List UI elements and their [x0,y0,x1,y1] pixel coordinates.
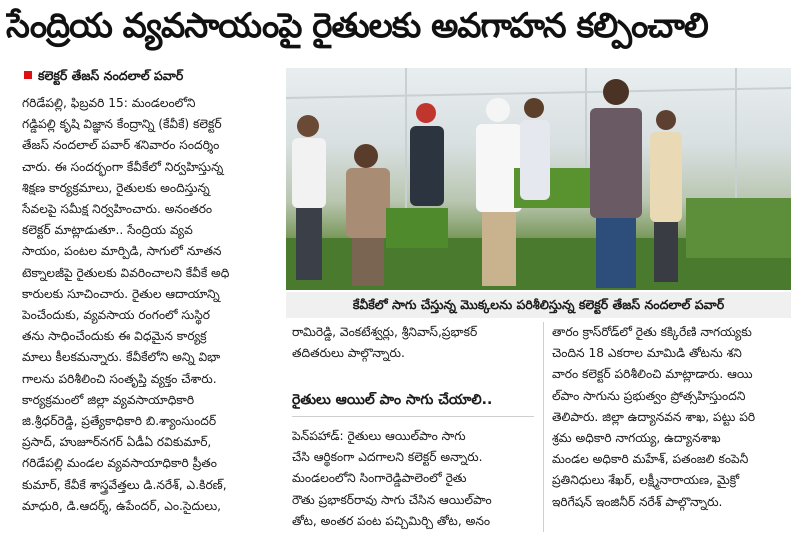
subheadline-divider [292,416,534,417]
article-line: ప్రతినిధులు శేఖర్, లక్ష్మీనారాయణ, మైక్రో [552,473,740,488]
column-divider [543,322,544,532]
article-line: తెలిపారు. జిల్లా ఉద్యానవన శాఖ, పట్టు పరి [552,409,756,424]
bullet-icon [24,71,32,79]
article-column-3 [552,322,792,513]
article-line: మాధురి, డి.ఆదర్శ్, ఉపేందర్, ఎం.సైదులు, [22,498,222,513]
photo-illustration [286,68,791,290]
headline: సేంద్రియ వ్యవసాయంపై రైతులకు అవగాహన కల్పించాలి [6,6,708,46]
article-line: తేజస్ నందలాల్ పవార్ శనివారం సందర్శిం [22,138,220,153]
article-line: టెక్నాలజీపై రైతులకు వివరించాలని కేవీకే అధి [22,265,230,280]
article-line: కుమార్, కేవీకే శాస్త్రవేత్తలు డి.నరేశ్, ఎ.కిరణ్, [22,477,227,492]
byline-text: కలెక్టర్ తేజస్ నందలాల్ పవార్ [38,68,184,83]
article-column-2-bottom [292,426,534,532]
subheadline: రైతులు ఆయిల్ పాం సాగు చేయాలి.. [292,392,493,408]
article-line: తోట, అంతర పంట పచ్చిమిర్చి తోట, అనం [292,513,491,528]
article-line: గడ్డిపల్లి కృషి విజ్ఞాన కేంద్రాన్ని (కేవీకే) కలెక్టర్ [22,117,222,132]
article-line: పెన్‌పహాడ్: రైతులు ఆయిల్‌పాం సాగు [292,429,466,443]
news-photo [286,68,791,290]
article-line: మండల అధికారి మహేశ్, పతంజలి కంపెనీ [552,452,749,467]
article-line: రౌతు ప్రభాకర్‌రావు సాగు చేసిన ఆయిల్‌పాం [292,492,492,507]
article-line: చేసి ఆర్థికంగా ఎదగాలని కలెక్టర్ అన్నారు. [292,450,483,465]
article-line: మాలు కీలకమన్నారు. కేవీకేలోని అన్ని విభా [22,350,221,365]
byline [24,68,183,87]
article-line: తను సాధించేందుకు ఈ విధమైన కార్యక్ర [22,329,207,344]
article-column-1 [22,93,280,517]
article-line: శిక్షణ కార్యక్రమాలు, రైతులకు అందిస్తున్న [22,180,210,195]
article-line: ఇరిగేషన్ ఇంజినీర్ నరేశ్ పాల్గొన్నారు. [552,494,723,509]
article-line: సాయం, పంటల మార్పిడి, సాగులో నూతన [22,244,222,259]
article-line: శ్రమ అధికారి నాగయ్య, ఉద్యానశాఖ [552,431,721,446]
article-line: గరిడేపల్లి మండల వ్యవసాయాధికారి ప్రీతం [22,456,217,471]
article-line: జి.శ్రీధర్‌రెడ్డి, ప్రత్యేకాధికారి బి.శ్యాంసుందర్ [22,414,217,429]
article-line: తదితరులు పాల్గొన్నారు. [292,346,405,361]
article-line: కారులకు సూచించారు. రైతుల ఆదాయాన్ని [22,286,220,301]
photo-caption: కేవీకేలో సాగు చేస్తున్న మొక్కలను పరిశీలిస్తున్న కలెక్టర్ తేజస్ నందలాల్ పవార్ [286,292,791,318]
article-line: రామిరెడ్డి, వెంకటేశ్వర్లు, శ్రీనివాస్,ప్రభాకర్ [292,325,478,339]
article-line: చెందిన 18 ఎకరాల మామిడి తోటను శని [552,346,742,361]
article-line: మండలంలోని సింగారెడ్డిపాలెంలో రైతు [292,471,467,486]
article-line: కార్యక్రమంలో జిల్లా వ్యవసాయాధికారి [22,392,195,407]
article-line: సేవలపై సమీక్ష నిర్వహించారు. అనంతరం [22,202,213,217]
article-line: గరిడేపల్లి, ఫిబ్రవరి 15: మండలంలోని [22,96,196,110]
article-line: గాలను పరిశీలించి సంతృప్తి వ్యక్తం చేశారు. [22,371,217,386]
article-line: ల్‌పాం సాగును ప్రభుత్వం ప్రోత్సహిస్తుందని [552,388,746,403]
article-line: పెంచేందుకు, వ్యవసాయ రంగంలో సుస్థిర [22,308,210,323]
article-line: ప్రసాద్, హుజూర్‌నగర్ ఏడీఏ రవికుమార్, [22,435,212,450]
article-line: చారు. ఈ సందర్భంగా కేవీకేలో నిర్వహిస్తున్న [22,159,224,174]
article-line: వారం కలెక్టర్ పరిశీలించి మాట్లాడారు. ఆయి [552,367,753,382]
article-line: తారం క్రాస్‌రోడ్‌లో రైతు కక్కిరేణి నాగయ్యకు [552,325,752,339]
article-column-2-top [292,322,534,364]
article-line: కలెక్టర్ మాట్లాడుతూ.. సేంద్రియ వ్యవ [22,223,193,238]
